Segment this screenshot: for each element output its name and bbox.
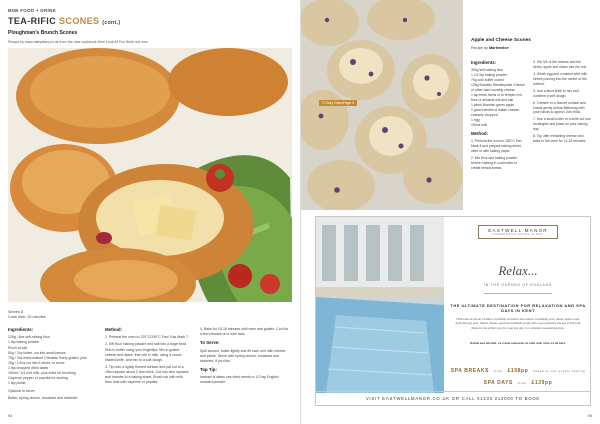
ingredient-item: 1 pinch Bramish green apple [471, 102, 515, 107]
method-step: 2. Mix flour and baking powder before rubbing in cold butter to create breadcrumbs. [471, 155, 518, 170]
byline-author: Marlenelee [488, 46, 509, 50]
spa-breaks-from: from [494, 369, 503, 373]
method-heading: Method: [471, 130, 489, 136]
recipe-meta [8, 310, 46, 321]
optional-heading: Optional to serve: [8, 389, 36, 393]
tip-text: Instead of dates use dried seeds or 1/2 tsp English mustard powder. [200, 375, 279, 385]
recipe-title: Ploughman's Brunch Scones [8, 30, 78, 36]
right-page [300, 0, 600, 424]
ingredient-item: 75g cold butter cubed [471, 78, 504, 83]
method-step: 1. Preheat the oven to 180°C Fan Mark 4 and prepare baking sheet - oiled or with baking paper. [471, 139, 523, 153]
advert-headline: THE ULTIMATE DESTINATION FOR RELAXATION AND SPA DAYS IN KENT [450, 303, 586, 314]
page-number: 94 [8, 413, 13, 418]
recipe-byline [471, 46, 509, 50]
divider [484, 293, 552, 294]
method-step: 7. Use a small cutter or a knife cut into rectangles and place on your baking tray. [533, 117, 591, 132]
method-step: 2. Sift flour, baking powder and salt into a large bowl. Rub in butter using your fingertips. Mix in grated cheese and dates, then stir in milk, using a round-bladed knife, and mix to a soft dough. [105, 342, 187, 362]
serve-column [200, 327, 290, 387]
ingredient-item: Pinch of salt [8, 345, 28, 350]
byline-prefix: Recipe by [471, 46, 488, 50]
spa-days-from: from [518, 381, 527, 385]
ingredient-item: 1 tsp pickle [8, 380, 26, 385]
spa-days-label: SPA DAYS [483, 380, 513, 386]
ingredient-item: 1 egg [471, 117, 480, 122]
method-step: 6. Transfer to a floured surface and knead gently before flattening with your hands to approx 2cm thick. [533, 100, 586, 115]
ingredient-item: 1 tsp fresh herbs or to temper rich flour or sesame oils and salt [471, 93, 522, 102]
ingredient-item: 150ml milk [471, 122, 488, 127]
ingredient-item: 150ml / 1/4 pint milk, plus extra for brushing [8, 370, 76, 375]
ingredients-column [471, 60, 527, 173]
spa-days-price [448, 371, 588, 389]
ingredient-item: 1 1/2 tsp baking powder [471, 73, 508, 78]
photo-credit: © Dairy Diary/Page 3 [319, 100, 357, 106]
spa-days-amount: £139pp [531, 380, 553, 386]
ingredient-item: 75g / 3oz extra-mature Cheddar, finely grated, plus 15g / 1/2oz cut into 6 slices, to serve [8, 355, 87, 365]
optional-text: Butter, spring onions, tomatoes and radishes [8, 396, 78, 401]
advert-call-to-action: VISIT EASTWELLMANOR.CO.UK OR CALL 01233 213000 TO BOOK [316, 391, 590, 405]
eastwell-manor-advert [315, 216, 591, 406]
scones-photo [8, 48, 292, 302]
method-step: 5. Use a blunt knife to mix and combine a soft dough. [533, 88, 579, 98]
method-column [105, 327, 190, 387]
tip-heading: Top Tip: [200, 366, 217, 372]
serves-text: Serves 8 [8, 310, 23, 314]
section-heading-part1: TEA-RIFIC [8, 16, 57, 26]
spa-breaks-note: based on two guests sharing [533, 369, 586, 373]
section-heading-part2: SCONES [59, 16, 100, 26]
method-step: 1. Preheat the oven to 220°C/200°C Fan/ Gas Mark 7. [105, 335, 189, 340]
page-number: 95 [587, 413, 592, 418]
brand-subtitle: CHAMPNEYS HOTEL & SPA [492, 233, 544, 236]
ingredient-item: Cayenne pepper or paprika for dusting [8, 375, 68, 380]
method-step: 8. Top with remaining cheese and bake in the oven for 12-15 minutes. [533, 134, 587, 144]
method-step: 3. Stir 3/4 of the cheese and the herbs, apple and olives into the mix. [533, 60, 588, 69]
method-column-continued [533, 60, 591, 146]
ingredients-heading: Ingredients: [471, 60, 497, 65]
ingredients-list [8, 335, 90, 386]
ingredient-item: 225g / 8oz self-raising flour [8, 335, 51, 340]
section-heading-part3: (cont.) [102, 20, 121, 26]
advert-copy [444, 217, 592, 393]
recipe-byline: Recipe by www.dairydiary.co.uk from the new cookbook New Look Af Our Work out now [8, 40, 148, 44]
ingredient-item: 125g Bramley Wensleydale Cheese or other hard crumbly cheese [471, 83, 525, 93]
method-step: 4. Whisk egg and combine with milk before pouring into the centre of the mixture. [533, 71, 587, 86]
serve-heading: To Serve: [200, 340, 220, 346]
masthead: BNB FOOD + DRINK [8, 8, 57, 13]
ingredients-heading: Ingredients: [8, 327, 34, 332]
garden-tagline: IN THE GARDEN OF ENGLAND [483, 283, 553, 287]
spa-pool-photo [316, 217, 444, 393]
method-step: 4. Bake for 15-18 minutes until risen and golden. Cool for a few minutes on a wire rack. [200, 327, 289, 337]
ingredient-item: 1 tsp baking powder [8, 340, 40, 345]
method-step: 3. Tip onto a lightly floured surface and pat out to a 18cm square about 2.5cm thick. Cut into nine squares and transfer to a baking sheet. Brush top with milk, then dust with cayenne or paprika. [105, 364, 189, 384]
section-heading [8, 16, 120, 26]
serve-text: Split scones, butter lightly and fill each one with cheese and pickle. Serve with spring onions, tomatoes and radishes, if you like. [200, 348, 286, 363]
brand-logo [478, 225, 558, 239]
ingredient-item: 1 good handful of Italian cheese, coarsely chopped [471, 107, 521, 117]
recipe-title: Apple and Cheese Scones [471, 38, 531, 43]
brand-name: EASTWELL MANOR [488, 228, 548, 233]
ingredient-item: 1 tsp chopped dried dates [8, 365, 49, 370]
method-heading: Method: [105, 327, 123, 332]
spa-breaks-label: SPA BREAKS [450, 368, 490, 374]
spa-breaks-amount: £198pp [507, 368, 529, 374]
ingredient-item: 300g self-raising flour [471, 68, 504, 73]
advert-body: With state-of-the-art facilities, including an indoor and outdoor swimming pool, sauna, steam room, hydrotherapy pool, fitness classes, spacious treatment rooms and a spa restaurant, the spa at Eastwell Manor is the perfect spot for your spa day or a complete weekend getaway. [455, 317, 581, 330]
relax-headline: Relax... [498, 263, 538, 278]
cook-time-text: Cook time: 25 minutes [8, 315, 46, 320]
ingredients-column [8, 327, 90, 403]
advert-body-bold: Refuel and unwind, we create memories of calm with what we do here. [470, 341, 566, 345]
ingredient-item: 50g / 2oz butter, cut into small pieces [8, 350, 66, 355]
ingredients-list [471, 68, 527, 127]
